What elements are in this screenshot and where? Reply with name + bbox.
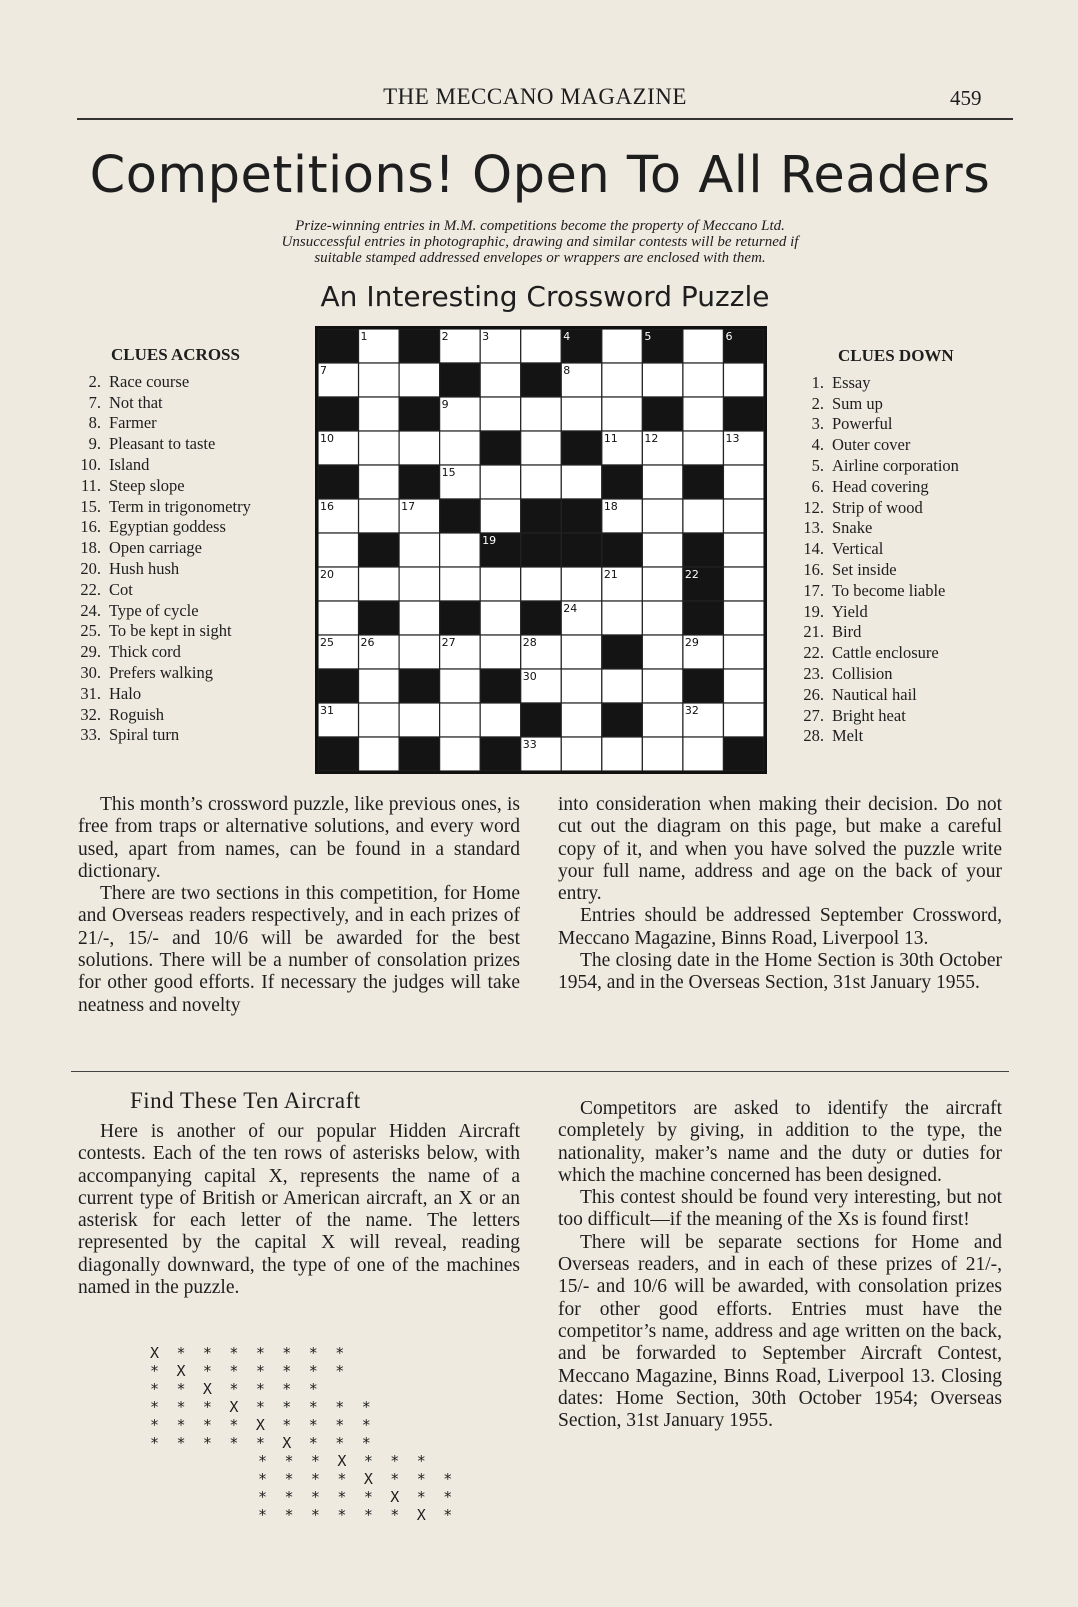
black-square: [399, 397, 440, 431]
aircraft-contest-text-right: [558, 1098, 1002, 1432]
clue-number: 14.: [803, 539, 824, 559]
clue-number: 18.: [80, 538, 101, 558]
clue-text: Steep slope: [109, 475, 185, 495]
clues-down-heading: CLUES DOWN: [838, 346, 954, 365]
clue-text: Bright heat: [832, 705, 906, 725]
white-square: [440, 533, 481, 567]
clue-number: 20.: [80, 558, 101, 578]
black-square: [521, 533, 562, 567]
clue-text: Island: [109, 454, 150, 474]
white-square: [359, 737, 400, 771]
white-square: [359, 363, 400, 397]
clue-number: 21.: [803, 622, 824, 642]
clue-number: 17.: [803, 580, 824, 600]
black-square: [561, 533, 602, 567]
across-clue: [75, 538, 315, 559]
white-square: [561, 397, 602, 431]
page-number: 459: [950, 86, 982, 110]
aircraft-row: * * * * * * X *: [258, 1506, 457, 1524]
white-square: [399, 533, 440, 567]
white-square: [318, 533, 359, 567]
white-square: [642, 533, 683, 567]
cell-number: 32: [684, 704, 699, 717]
cell-number: 26: [360, 636, 375, 649]
white-square: [683, 737, 724, 771]
across-clue: [75, 434, 315, 455]
clue-text: Hush hush: [109, 558, 180, 578]
clue-number: 22.: [80, 579, 101, 599]
cell-number: 10: [320, 432, 334, 445]
clue-text: Strip of wood: [832, 497, 923, 517]
white-square: [359, 397, 400, 431]
aircraft-contest-text-left: [78, 1121, 520, 1299]
cell-number: 24: [563, 602, 578, 615]
down-clue: [798, 622, 1028, 643]
across-clue: [75, 476, 315, 497]
clue-text: To be kept in sight: [109, 621, 232, 641]
across-clue: [75, 642, 315, 663]
white-square: [642, 363, 683, 397]
down-clue: [798, 498, 1028, 519]
white-square: [723, 533, 764, 567]
white-square: [602, 329, 643, 363]
clue-number: 10.: [80, 454, 101, 474]
aircraft-row: * * X * * * *: [150, 1380, 322, 1398]
section-divider: [71, 1071, 1009, 1072]
clue-number: 3.: [811, 414, 824, 434]
white-square: [318, 601, 359, 635]
cell-number: 7: [320, 364, 327, 377]
clues-across-list: [75, 345, 315, 746]
clue-text: To become liable: [832, 580, 946, 600]
white-square: [561, 669, 602, 703]
paragraph: There will be separate sections for Home and Overseas readers, and in each of these prizes of 21/-, 15/- and 10/6 will be awarded, with consolation prizes for other good efforts. Entries must have the competitor’s name, address and age written on the back, and be forwarded to September Aircraft Contest, Meccano Magazine, Binns Road, Liverpool 13. Closing dates: Home Section, 30th October 1954; Overseas Section, 31st January 1955.: [558, 1231, 1002, 1432]
crossword-grid: [315, 326, 767, 774]
paragraph: The closing date in the Home Section is 30th October 1954, and in the Overseas Section, 31st January 1955.: [558, 950, 1002, 994]
across-clue: [75, 601, 315, 622]
black-square: [318, 465, 359, 499]
white-square: [480, 499, 521, 533]
down-clue: [798, 726, 1028, 747]
cell-number: 25: [320, 636, 334, 649]
down-clue: [798, 456, 1028, 477]
black-square: [399, 737, 440, 771]
black-square: [480, 431, 521, 465]
prize-notice: [170, 218, 910, 266]
clues-across-heading: CLUES ACROSS: [111, 345, 240, 364]
aircraft-row: * * * X * * *: [258, 1452, 430, 1470]
clue-text: Head covering: [832, 476, 929, 496]
white-square: [723, 499, 764, 533]
black-square: [318, 669, 359, 703]
down-clue: [798, 602, 1028, 623]
white-square: [359, 567, 400, 601]
clue-number: 29.: [80, 642, 101, 662]
black-square: [683, 669, 724, 703]
clue-text: Halo: [109, 683, 142, 703]
across-clue: [75, 413, 315, 434]
cell-number: 22: [684, 568, 699, 581]
white-square: [642, 737, 683, 771]
clue-text: Essay: [832, 372, 871, 392]
white-square: [561, 567, 602, 601]
clue-number: 8.: [88, 413, 101, 433]
across-clue: [75, 725, 315, 746]
clue-text: Outer cover: [832, 435, 911, 455]
down-clue: [798, 581, 1028, 602]
white-square: [480, 363, 521, 397]
black-square: [480, 669, 521, 703]
down-clue: [798, 560, 1028, 581]
black-square: [723, 737, 764, 771]
clue-text: Set inside: [832, 559, 897, 579]
down-clue: [798, 643, 1028, 664]
notice-line: Prize-winning entries in M.M. competitions become the property of Meccano Ltd.: [295, 218, 785, 234]
white-square: [683, 329, 724, 363]
white-square: [440, 567, 481, 601]
cell-number: 27: [441, 636, 456, 649]
black-square: [683, 465, 724, 499]
black-square: [521, 363, 562, 397]
white-square: [561, 635, 602, 669]
cell-number: 3: [482, 330, 490, 343]
clue-text: Powerful: [832, 414, 893, 434]
clue-number: 16.: [803, 559, 824, 579]
black-square: [359, 533, 400, 567]
white-square: [521, 397, 562, 431]
clues-down-list: [798, 346, 1028, 747]
white-square: [683, 363, 724, 397]
across-clue: [75, 621, 315, 642]
white-square: [440, 431, 481, 465]
black-square: [359, 601, 400, 635]
clue-number: 5.: [811, 455, 824, 475]
white-square: [642, 499, 683, 533]
aircraft-row: X * * * * * * *: [150, 1344, 349, 1362]
clue-text: Vertical: [832, 539, 884, 559]
across-clue: [75, 559, 315, 580]
white-square: [359, 703, 400, 737]
down-clue: [798, 414, 1028, 435]
clue-text: Airline corporation: [832, 455, 959, 475]
white-square: [521, 465, 562, 499]
white-square: [602, 363, 643, 397]
notice-line: Unsuccessful entries in photographic, drawing and similar contests will be returned if: [281, 234, 799, 250]
clue-text: Snake: [832, 518, 873, 538]
clue-number: 30.: [80, 662, 101, 682]
paragraph: Here is another of our popular Hidden Aircraft contests. Each of the ten rows of asterisks below, with accompanying capital X, represents the name of a current type of British or American aircraft, an X or an asterisk for each letter of the name. The letters represented by the capital X will reveal, reading diagonally downward, the type of one of the machines named in the puzzle.: [78, 1121, 520, 1299]
white-square: [683, 397, 724, 431]
white-square: [480, 635, 521, 669]
black-square: [318, 329, 359, 363]
cell-number: 28: [522, 636, 537, 649]
white-square: [642, 601, 683, 635]
black-square: [723, 397, 764, 431]
aircraft-row: * * * * X * * * *: [150, 1416, 375, 1434]
cell-number: 11: [603, 432, 618, 445]
white-square: [723, 601, 764, 635]
white-square: [440, 737, 481, 771]
black-square: [602, 635, 643, 669]
clue-text: Roguish: [109, 704, 165, 724]
header-rule: [77, 118, 1013, 120]
clue-number: 1.: [811, 372, 824, 392]
white-square: [561, 737, 602, 771]
cell-number: 2: [441, 330, 449, 343]
black-square: [521, 499, 562, 533]
notice-line: suitable stamped addressed envelopes or wrappers are enclosed with them.: [314, 250, 766, 266]
clue-text: Not that: [109, 392, 163, 412]
white-square: [683, 431, 724, 465]
clue-number: 25.: [80, 621, 101, 641]
white-square: [683, 499, 724, 533]
cell-number: 17: [401, 500, 416, 513]
down-clue: [798, 477, 1028, 498]
black-square: [561, 499, 602, 533]
clue-text: Thick cord: [109, 642, 181, 662]
cell-number: 4: [563, 330, 571, 343]
paragraph: This contest should be found very interesting, but not too difficult—if the meaning of the Xs is found first!: [558, 1187, 1002, 1231]
white-square: [359, 669, 400, 703]
white-square: [480, 601, 521, 635]
cell-number: 15: [441, 466, 456, 479]
clue-number: 27.: [803, 705, 824, 725]
clue-number: 23.: [803, 663, 824, 683]
cell-number: 18: [603, 500, 618, 513]
black-square: [399, 465, 440, 499]
clue-text: Nautical hail: [832, 684, 917, 704]
cell-number: 29: [684, 636, 699, 649]
across-clue: [75, 393, 315, 414]
black-square: [602, 533, 643, 567]
crossword-instructions-left: [78, 794, 520, 1017]
white-square: [521, 431, 562, 465]
white-square: [359, 499, 400, 533]
crossword-instructions-right: [558, 794, 1002, 995]
white-square: [642, 669, 683, 703]
clue-number: 7.: [88, 392, 101, 412]
clue-number: 12.: [803, 497, 824, 517]
page-title: Competitions! Open To All Readers: [89, 146, 991, 205]
across-clue: [75, 497, 315, 518]
across-clue: [75, 684, 315, 705]
paragraph: There are two sections in this competition, for Home and Overseas readers respectively, and in each prizes of 21/-, 15/- and 10/6 will be awarded for the best solutions. There will be a number of consolation prizes for other good efforts. If necessary the judges will take neatness and novelty: [78, 883, 520, 1016]
black-square: [399, 329, 440, 363]
clue-text: Collision: [832, 663, 893, 683]
down-clue: [798, 685, 1028, 706]
cell-number: 9: [441, 398, 449, 411]
clue-number: 28.: [803, 726, 824, 746]
clue-text: Melt: [832, 726, 864, 746]
black-square: [318, 737, 359, 771]
clue-text: Open carriage: [109, 538, 202, 558]
down-clue: [798, 435, 1028, 456]
black-square: [318, 397, 359, 431]
white-square: [359, 431, 400, 465]
white-square: [602, 669, 643, 703]
clue-number: 26.: [803, 684, 824, 704]
cell-number: 5: [644, 330, 652, 343]
clue-number: 19.: [803, 601, 824, 621]
clue-text: Term in trigonometry: [109, 496, 251, 516]
clue-text: Farmer: [109, 413, 157, 433]
cell-number: 30: [522, 670, 537, 683]
black-square: [440, 499, 481, 533]
clue-text: Prefers walking: [109, 662, 214, 682]
white-square: [723, 669, 764, 703]
black-square: [683, 601, 724, 635]
clue-number: 32.: [80, 704, 101, 724]
aircraft-row: * * * X * * * * *: [150, 1398, 375, 1416]
black-square: [399, 669, 440, 703]
white-square: [723, 363, 764, 397]
crossword-grid-svg: [318, 329, 764, 771]
white-square: [561, 703, 602, 737]
white-square: [642, 465, 683, 499]
clue-number: 11.: [80, 475, 101, 495]
clue-number: 2.: [88, 371, 101, 391]
cell-number: 20: [320, 568, 334, 581]
down-clue: [798, 664, 1028, 685]
white-square: [602, 397, 643, 431]
white-square: [723, 703, 764, 737]
cell-number: 8: [563, 364, 571, 377]
black-square: [480, 737, 521, 771]
paragraph: Entries should be addressed September Crossword, Meccano Magazine, Binns Road, Liverpool 13.: [558, 905, 1002, 949]
crossword-title: An Interesting Crossword Puzzle: [320, 280, 770, 313]
white-square: [399, 363, 440, 397]
white-square: [440, 703, 481, 737]
aircraft-row: * * * * * X * * *: [150, 1434, 375, 1452]
white-square: [521, 567, 562, 601]
black-square: [440, 601, 481, 635]
aircraft-row: * X * * * * * *: [150, 1362, 349, 1380]
down-clue: [798, 706, 1028, 727]
white-square: [642, 635, 683, 669]
black-square: [440, 363, 481, 397]
white-square: [480, 397, 521, 431]
white-square: [359, 465, 400, 499]
down-clue: [798, 518, 1028, 539]
cell-number: 13: [725, 432, 740, 445]
magazine-header-title: THE MECCANO MAGAZINE: [383, 84, 687, 109]
white-square: [480, 465, 521, 499]
black-square: [561, 431, 602, 465]
white-square: [399, 601, 440, 635]
white-square: [602, 737, 643, 771]
white-square: [642, 703, 683, 737]
across-clue: [75, 372, 315, 393]
cell-number: 21: [603, 568, 618, 581]
black-square: [521, 601, 562, 635]
clue-text: Yield: [832, 601, 868, 621]
across-clue: [75, 663, 315, 684]
clue-number: 2.: [811, 393, 824, 413]
cell-number: 1: [360, 330, 368, 343]
clue-text: Bird: [832, 622, 862, 642]
white-square: [723, 635, 764, 669]
white-square: [723, 465, 764, 499]
across-clue: [75, 517, 315, 538]
clue-number: 6.: [811, 476, 824, 496]
black-square: [642, 397, 683, 431]
down-clue: [798, 373, 1028, 394]
cell-number: 31: [320, 704, 334, 717]
white-square: [521, 329, 562, 363]
aircraft-contest-title: Find These Ten Aircraft: [130, 1088, 361, 1113]
clue-number: 13.: [803, 518, 824, 538]
white-square: [399, 703, 440, 737]
black-square: [602, 703, 643, 737]
hidden-aircraft-rows: [150, 1344, 480, 1524]
clue-number: 16.: [80, 517, 101, 537]
clue-number: 33.: [80, 725, 101, 745]
across-clue: [75, 580, 315, 601]
white-square: [399, 431, 440, 465]
clue-text: Cot: [109, 579, 133, 599]
across-clue: [75, 705, 315, 726]
black-square: [602, 465, 643, 499]
cell-number: 6: [725, 330, 733, 343]
white-square: [480, 703, 521, 737]
paragraph: This month’s crossword puzzle, like previous ones, is free from traps or alternative solutions, and every word used, apart from names, can be found in a standard dictionary.: [78, 794, 520, 882]
clue-number: 9.: [88, 434, 101, 454]
clue-number: 24.: [80, 600, 101, 620]
aircraft-row: * * * * X * * *: [258, 1470, 457, 1488]
paragraph: into consideration when making their decision. Do not cut out the diagram on this page, but make a careful copy of it, and when you have solved the puzzle write your full name, address and age on the back of your entry.: [558, 794, 1002, 905]
clue-text: Race course: [109, 371, 190, 391]
white-square: [723, 567, 764, 601]
clue-text: Pleasant to taste: [109, 434, 216, 454]
white-square: [602, 601, 643, 635]
paragraph: Competitors are asked to identify the aircraft completely by giving, in addition to the type, the nationality, maker’s name and the duty or duties for which the machine concerned has been designed.: [558, 1098, 1002, 1186]
black-square: [683, 533, 724, 567]
clue-text: Egyptian goddess: [109, 517, 226, 537]
cell-number: 12: [644, 432, 659, 445]
cell-number: 19: [482, 534, 497, 547]
cell-number: 33: [522, 738, 537, 751]
down-clue: [798, 539, 1028, 560]
white-square: [399, 567, 440, 601]
clue-text: Spiral turn: [109, 725, 180, 745]
white-square: [642, 567, 683, 601]
black-square: [521, 703, 562, 737]
clue-number: 31.: [80, 683, 101, 703]
clue-text: Cattle enclosure: [832, 643, 939, 663]
clue-text: Type of cycle: [109, 600, 199, 620]
white-square: [480, 567, 521, 601]
clue-number: 15.: [80, 496, 101, 516]
clue-number: 22.: [803, 643, 824, 663]
clue-text: Sum up: [832, 393, 883, 413]
across-clue: [75, 455, 315, 476]
white-square: [561, 465, 602, 499]
white-square: [440, 669, 481, 703]
clue-number: 4.: [811, 435, 824, 455]
white-square: [399, 635, 440, 669]
aircraft-row: * * * * * X * *: [258, 1488, 457, 1506]
cell-number: 16: [320, 500, 334, 513]
down-clue: [798, 394, 1028, 415]
